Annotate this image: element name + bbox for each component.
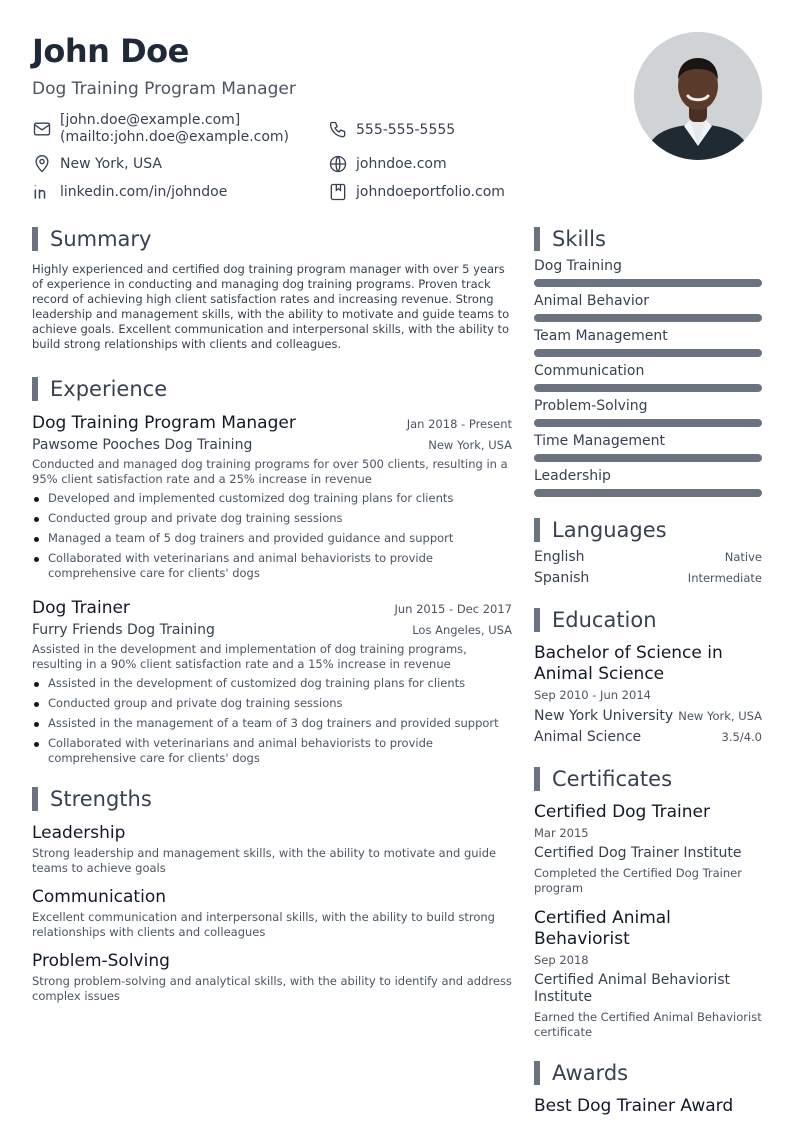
job-bullet: Conducted group and private dog training sessions	[32, 696, 512, 711]
language-level: Intermediate	[687, 571, 762, 585]
job-description: Conducted and managed dog training programs for over 500 clients, resulting in a 95% client satisfaction rate and a 25% increase in revenue	[32, 457, 508, 486]
skill-bar	[534, 314, 762, 322]
education-dates: Sep 2010 - Jun 2014	[534, 688, 651, 702]
job-description: Assisted in the development and implementation of dog training programs, resulting in a 90% client satisfaction rate and a 15% increase in revenue	[32, 642, 467, 671]
contact-linkedin[interactable]: linkedin.com/in/johndoe	[32, 182, 227, 202]
location-pin-icon	[32, 154, 52, 174]
skill-name: Team Management	[534, 328, 668, 344]
education-location: New York, USA	[678, 709, 762, 723]
candidate-title: Dog Training Program Manager	[32, 79, 296, 99]
contact-location: New York, USA	[32, 154, 162, 174]
job-bullet: Conducted group and private dog training sessions	[32, 511, 512, 526]
job-company: Pawsome Pooches Dog Training	[32, 437, 253, 453]
skill-name: Communication	[534, 363, 645, 379]
job-title: Dog Training Program Manager	[32, 413, 296, 433]
job-title: Dog Trainer	[32, 598, 130, 618]
contact-phone[interactable]: 555-555-5555	[328, 120, 455, 140]
job-entry	[32, 597, 512, 766]
skill-name: Dog Training	[534, 258, 622, 274]
job-bullet: Developed and implemented customized dog training plans for clients	[32, 491, 512, 506]
award-title: Best Dog Trainer Award	[534, 1096, 734, 1116]
strength-title: Leadership	[32, 823, 126, 843]
phone-icon	[328, 120, 348, 140]
strengths-heading: Strengths	[32, 786, 512, 812]
summary-heading: Summary	[32, 226, 512, 252]
linkedin-icon	[32, 182, 52, 202]
strength-description: Strong problem-solving and analytical skills, with the ability to identify and address complex issues	[32, 974, 512, 1003]
mail-icon	[32, 119, 52, 139]
skill-item	[534, 257, 762, 287]
strength-item	[32, 886, 512, 940]
skill-item	[534, 397, 762, 427]
job-company: Furry Friends Dog Training	[32, 622, 215, 638]
skill-bar	[534, 349, 762, 357]
awards-heading: Awards	[534, 1060, 762, 1086]
certificate-issuer: Certified Dog Trainer Institute	[534, 845, 742, 861]
job-dates: Jun 2015 - Dec 2017	[394, 602, 512, 616]
experience-heading: Experience	[32, 376, 512, 402]
skill-bar	[534, 454, 762, 462]
education-institution-row	[534, 708, 762, 725]
skills-heading: Skills	[534, 226, 762, 252]
skill-name: Leadership	[534, 468, 611, 484]
certificate-date: Mar 2015	[534, 826, 589, 840]
language-item	[534, 570, 762, 587]
job-bullet: Assisted in the development of customized dog training plans for clients	[32, 676, 512, 691]
strength-title: Problem-Solving	[32, 951, 170, 971]
strength-item	[32, 950, 512, 1004]
job-dates: Jan 2018 - Present	[406, 417, 512, 431]
right-column	[534, 226, 762, 1117]
profile-photo	[634, 32, 762, 160]
skill-bar	[534, 384, 762, 392]
skill-item	[534, 292, 762, 322]
language-name: Spanish	[534, 570, 590, 586]
languages-list	[534, 549, 762, 587]
education-degree: Bachelor of Science in Animal Science	[534, 643, 723, 684]
strength-description: Strong leadership and management skills, with the ability to motivate and guide teams to achieve goals	[32, 846, 497, 875]
skill-item	[534, 467, 762, 497]
certificate-description: Earned the Certified Animal Behaviorist certificate	[534, 1010, 762, 1039]
left-column	[32, 226, 512, 1004]
certificates-heading: Certificates	[534, 766, 762, 792]
job-location: Los Angeles, USA	[412, 623, 512, 637]
certificate-issuer: Certified Animal Behaviorist Institute	[534, 972, 731, 1005]
education-field: Animal Science	[534, 729, 642, 745]
job-location: New York, USA	[428, 438, 512, 452]
skill-name: Problem-Solving	[534, 398, 648, 414]
contact-portfolio[interactable]: johndoeportfolio.com	[328, 182, 505, 202]
resume-header	[32, 32, 592, 100]
languages-heading: Languages	[534, 517, 762, 543]
skill-bar	[534, 419, 762, 427]
skill-item	[534, 327, 762, 357]
certificate-title: Certified Animal Behaviorist	[534, 908, 671, 949]
job-bullet: Collaborated with veterinarians and animal behaviorists to provide comprehensive care for clients' dogs	[32, 551, 512, 581]
globe-icon	[328, 154, 348, 174]
summary-text: Highly experienced and certified dog training program manager with over 5 years of experience in conducting and managing dog training programs. Proven track record of achieving high client satisfaction rates and increasing revenue. Strong leadership and management skills, with the ability to motivate and guide teams to achieve goals. Excellent communication and interpersonal skills, with the ability to build strong relationships with clients and colleagues.	[32, 262, 510, 351]
skills-list	[534, 257, 762, 497]
job-bullets	[32, 676, 512, 766]
skill-name: Animal Behavior	[534, 293, 650, 309]
language-name: English	[534, 549, 585, 565]
email-text: [john.doe@example.com] (mailto:john.doe@example.com)	[60, 112, 290, 145]
job-bullet: Assisted in the management of a team of 3 dog trainers and provided support	[32, 716, 512, 731]
education-field-row	[534, 729, 762, 746]
language-level: Native	[724, 550, 762, 564]
contact-email[interactable]	[32, 112, 289, 146]
certificate-item	[534, 802, 762, 896]
candidate-name: John Doe	[32, 32, 189, 70]
job-bullet: Collaborated with veterinarians and animal behaviorists to provide comprehensive care for clients' dogs	[32, 736, 512, 766]
contact-website[interactable]: johndoe.com	[328, 154, 447, 174]
skill-bar	[534, 489, 762, 497]
job-bullets	[32, 491, 512, 581]
language-item	[534, 549, 762, 566]
education-institution: New York University	[534, 708, 674, 724]
job-bullet: Managed a team of 5 dog trainers and provided guidance and support	[32, 531, 512, 546]
education-heading: Education	[534, 607, 762, 633]
strength-description: Excellent communication and interpersonal skills, with the ability to build strong relationships with clients and colleagues	[32, 910, 495, 939]
certificate-title: Certified Dog Trainer	[534, 802, 710, 822]
bookmark-icon	[328, 182, 348, 202]
strength-title: Communication	[32, 887, 166, 907]
skill-item	[534, 362, 762, 392]
certificate-description: Completed the Certified Dog Trainer program	[534, 866, 742, 895]
skill-name: Time Management	[534, 433, 665, 449]
skill-item	[534, 432, 762, 462]
certificate-date: Sep 2018	[534, 953, 589, 967]
education-gpa: 3.5/4.0	[721, 730, 762, 744]
strength-item	[32, 822, 512, 876]
skill-bar	[534, 279, 762, 287]
certificate-item	[534, 908, 762, 1040]
job-entry	[32, 412, 512, 581]
